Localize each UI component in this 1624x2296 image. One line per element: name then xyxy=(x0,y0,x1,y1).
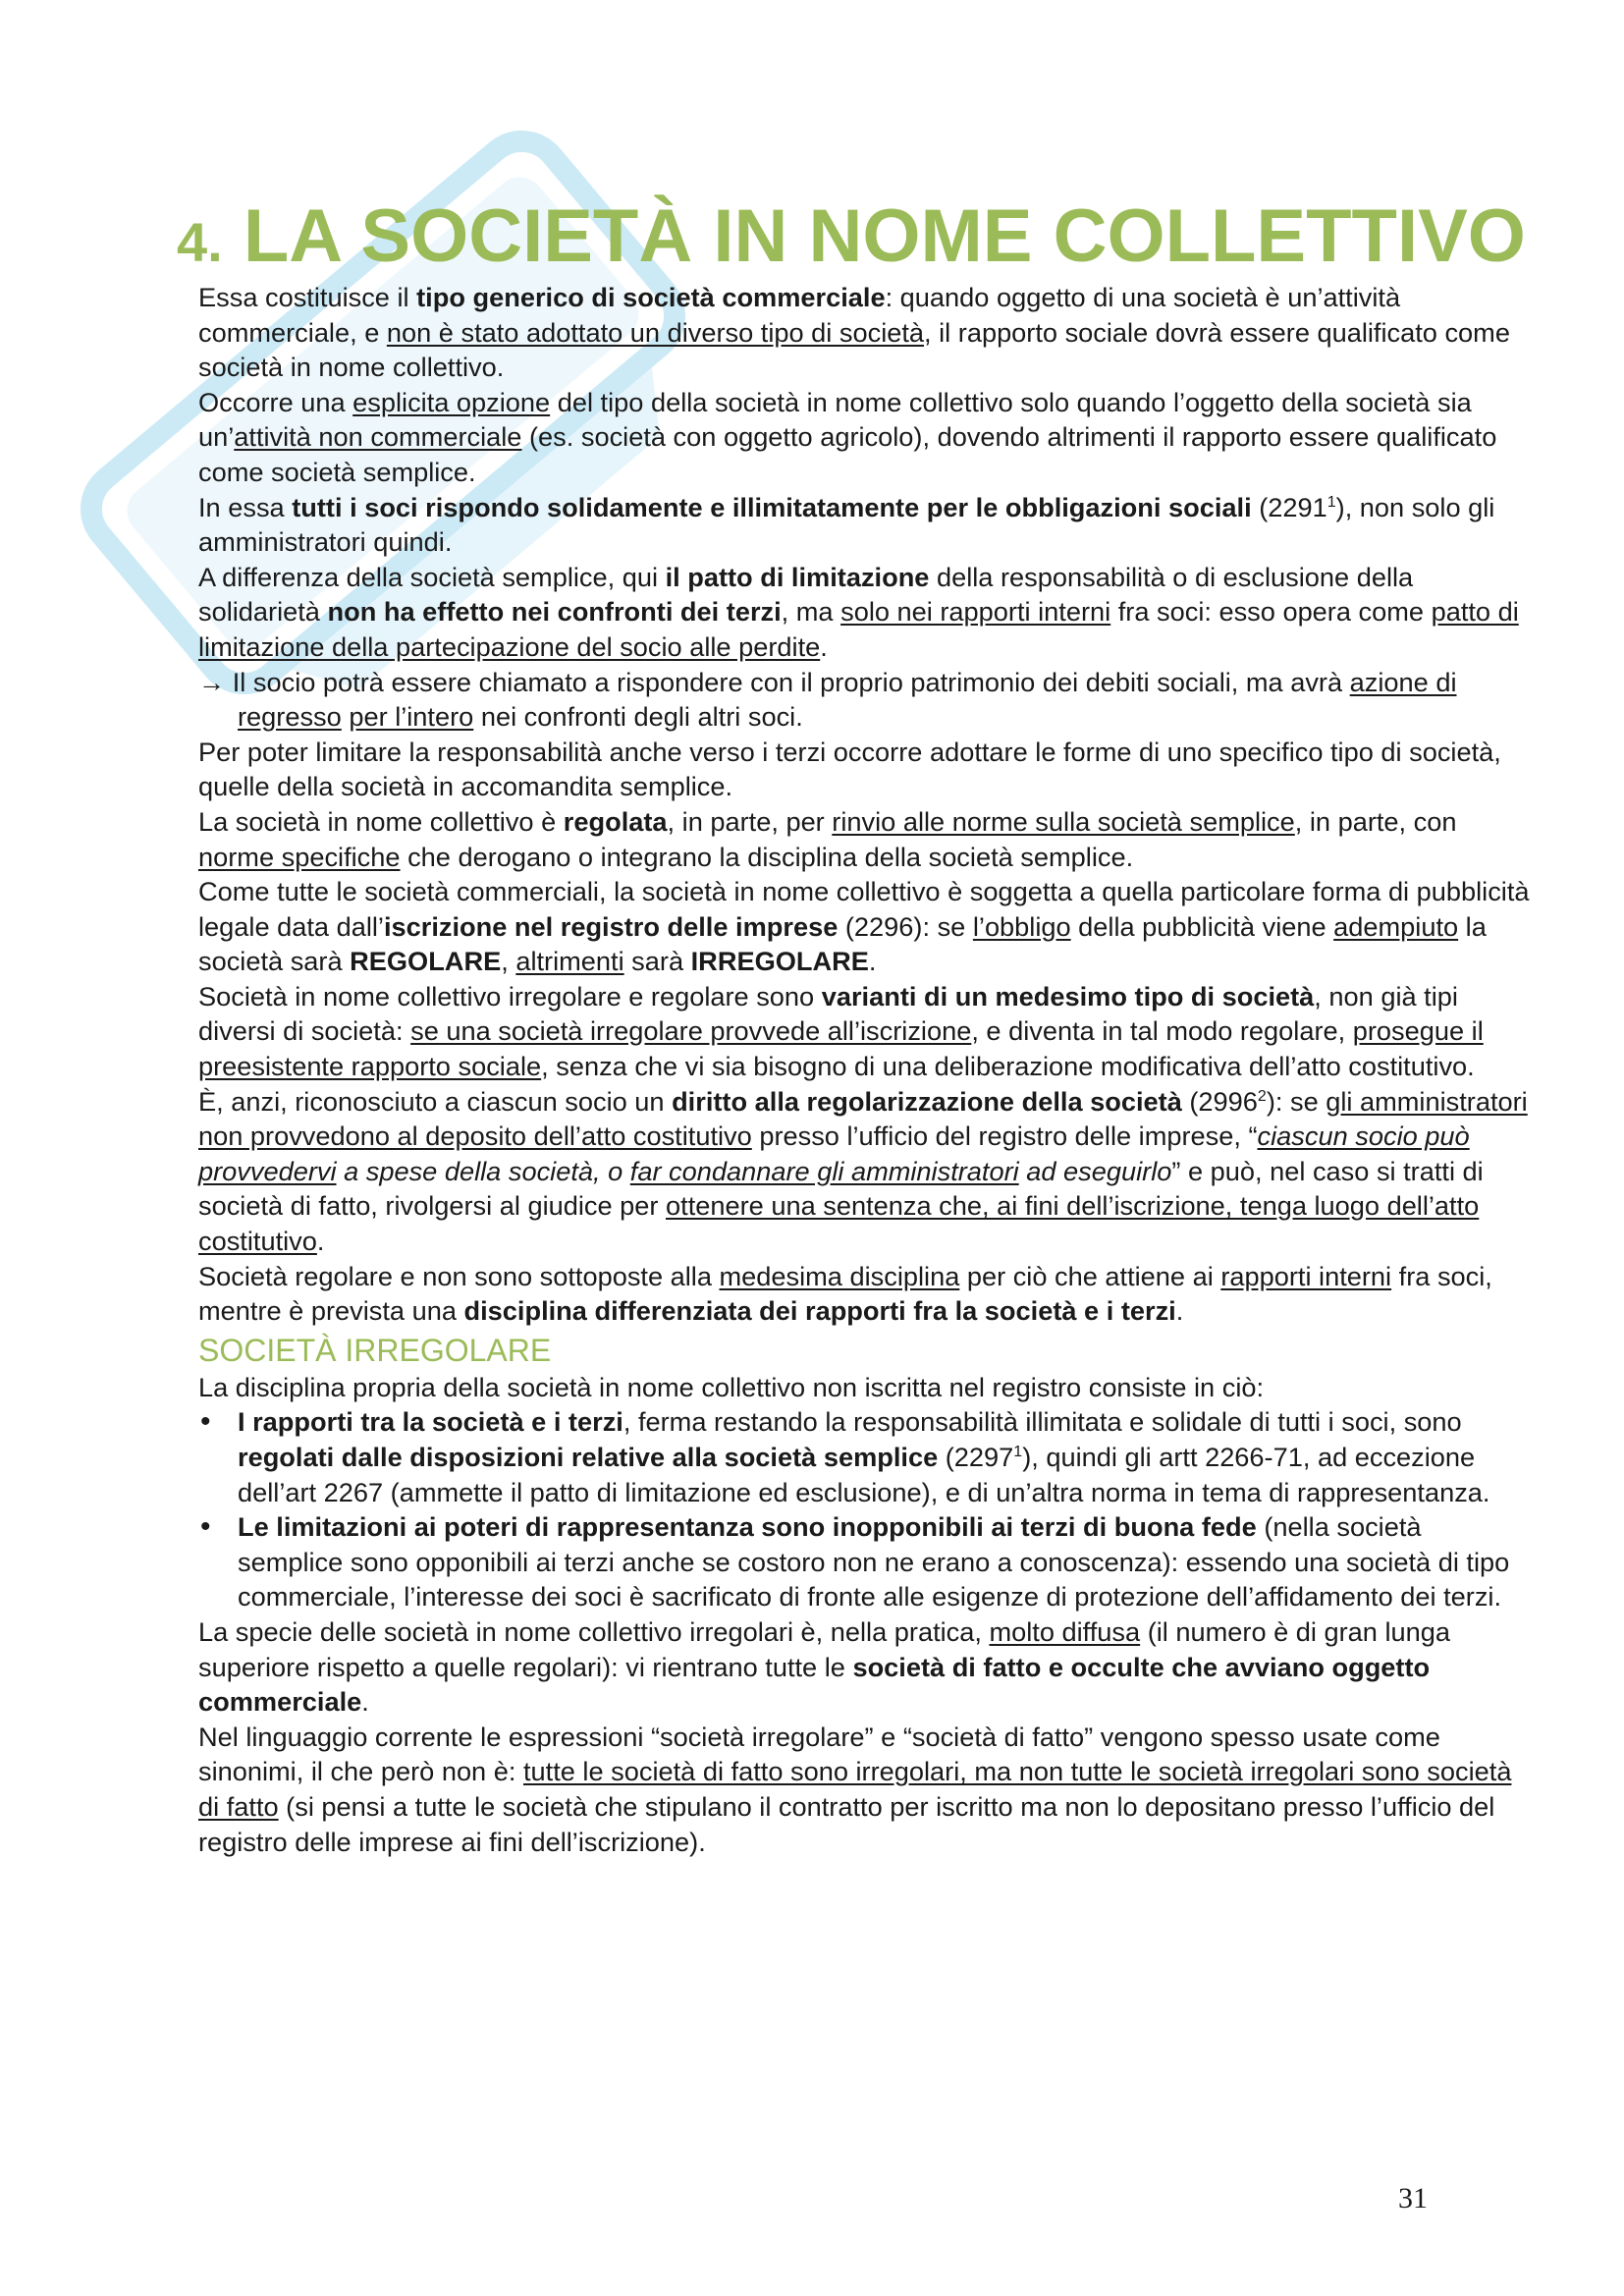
paragraph xyxy=(198,735,1534,804)
text-run: società di fatto e occulte che avviano oggetto commerciale xyxy=(198,1651,1431,1718)
text-run: non ha effetto nei confronti dei terzi xyxy=(327,596,782,628)
paragraph xyxy=(198,385,1534,490)
text-run: , in parte, per xyxy=(667,805,833,837)
text-run: ), quindi gli artt 2266-71, ad eccezione dell’art 2267 (ammette il patto di limitazione ed esclusione), e di un’altra norma in tema di rappresentanza. xyxy=(238,1442,1490,1507)
paragraph xyxy=(198,979,1534,1084)
text-run: : quando oggetto di una società è un’attività commerciale, e xyxy=(198,282,1401,348)
text-run: , ferma restando la responsabilità illimitata e solidale di tutti i soci, sono xyxy=(623,1406,1462,1438)
text-run: gli amministratori non provvedono al deposito dell’atto costitutivo xyxy=(198,1085,1528,1152)
page-title xyxy=(177,192,1526,287)
text-run: , non già tipi diversi di società: xyxy=(198,980,1458,1047)
paragraph xyxy=(198,1720,1534,1859)
text-run: , il rapporto sociale dovrà essere qualificato come società in nome collettivo. xyxy=(198,316,1510,383)
text-run: Essa costituisce il xyxy=(198,282,417,312)
text-run: IRREGOLARE xyxy=(690,946,869,977)
text-run: norme specifiche xyxy=(198,841,401,872)
paragraph xyxy=(198,1259,1534,1329)
text-run: iscrizione nel registro delle imprese xyxy=(383,910,839,942)
text-run: . xyxy=(1175,1295,1184,1327)
text-run: fra soci: esso opera come xyxy=(1110,596,1432,628)
text-run: presso l’ufficio del registro delle imprese, “ xyxy=(751,1121,1258,1152)
text-run: per l’intero xyxy=(349,701,474,733)
text-run: . xyxy=(868,946,877,977)
text-run: Nel linguaggio corrente le espressioni “società irregolare” e “società di fatto” vengono spesso usate come sinonimi, il che però non è: xyxy=(198,1721,1440,1787)
section-bullet-list xyxy=(198,1404,1534,1614)
text-run: , senza che vi sia bisogno di una deliberazione modificativa dell’atto costitutivo. xyxy=(541,1051,1475,1082)
text-run: , ma xyxy=(781,596,841,628)
text-run: La disciplina propria della società in nome collettivo non iscritta nel registro consiste in ciò: xyxy=(198,1371,1265,1402)
text-run: Come tutte le società commerciali, la società in nome collettivo è soggetta a quella particolare forma di pubblicità legale data dall’ xyxy=(198,876,1530,942)
text-run: regolati dalle disposizioni relative alla società semplice xyxy=(238,1442,939,1472)
text-run: nei confronti degli altri soci. xyxy=(473,701,803,733)
text-run: prosegue il preesistente rapporto sociale xyxy=(198,1015,1484,1082)
text-run: (il numero è di gran lunga superiore rispetto a quelle regolari): vi rientrano tutte le xyxy=(198,1615,1450,1682)
text-run: tutte le società di fatto sono irregolari, ma non tutte le società irregolari sono società di fatto xyxy=(198,1756,1512,1822)
text-run: , e diventa in tal modo regolare, xyxy=(971,1015,1353,1047)
text-run: medesima disciplina xyxy=(719,1260,960,1291)
text-run: In essa xyxy=(198,491,293,522)
text-run: ” e può, nel caso si tratti di società di fatto, rivolgersi al giudice per xyxy=(198,1155,1484,1222)
text-run: Società in nome collettivo irregolare e regolare sono xyxy=(198,980,822,1011)
text-run: patto di limitazione della partecipazione del socio alle perdite xyxy=(198,596,1519,662)
text-run: , xyxy=(501,946,516,977)
arrow-right-icon: → xyxy=(198,666,233,697)
text-run: solo nei rapporti interni xyxy=(840,596,1111,628)
paragraph xyxy=(198,874,1534,979)
text-run: il patto di limitazione xyxy=(665,561,930,592)
text-run: della responsabilità o di esclusione della solidarietà xyxy=(198,561,1414,628)
text-run: . xyxy=(316,1226,325,1257)
text-run: molto diffusa xyxy=(989,1615,1141,1647)
text-run: Il socio potrà essere chiamato a rispondere con il proprio patrimonio dei debiti sociali, ma avrà xyxy=(232,666,1350,697)
text-run: rapporti interni xyxy=(1220,1260,1392,1291)
text-run: attività non commerciale xyxy=(234,421,522,453)
text-run: del tipo della società in nome collettivo solo quando l’oggetto della società sia un’ xyxy=(198,386,1472,453)
text-run: Società regolare e non sono sottoposte alla xyxy=(198,1260,720,1291)
text-run: Occorre una xyxy=(198,386,353,417)
text-run: disciplina differenziata dei rapporti fra la società e i terzi xyxy=(463,1295,1176,1327)
text-run: ), non solo gli amministratori quindi. xyxy=(198,491,1495,558)
bullet-item xyxy=(238,1404,1534,1509)
footnote-ref: 1 xyxy=(1326,493,1336,511)
text-run: tipo generico di società commerciale xyxy=(416,282,886,312)
text-run: far condannare gli amministratori xyxy=(629,1155,1019,1186)
text-run: della pubblicità viene xyxy=(1070,910,1334,942)
text-run: La specie delle società in nome collettivo irregolari è, nella pratica, xyxy=(198,1615,990,1647)
title-number: 4. xyxy=(177,211,223,273)
text-run: Le limitazioni ai poteri di rappresentanza sono inopponibili ai terzi di buona fede xyxy=(238,1511,1257,1543)
text-run: (es. società con oggetto agricolo), dovendo altrimenti il rapporto essere qualificato come società semplice. xyxy=(198,421,1497,487)
text-run: A differenza della società semplice, qui xyxy=(198,561,666,592)
text-run: l’obbligo xyxy=(972,910,1071,942)
section-intro xyxy=(198,1370,1534,1405)
text-run: La società in nome collettivo è xyxy=(198,805,564,837)
text-run: I rapporti tra la società e i terzi xyxy=(238,1406,623,1438)
text-run: (2291 xyxy=(1251,491,1327,522)
text-run: tutti i soci rispondo solidamente e illimitatamente per le obbligazioni sociali xyxy=(292,491,1252,522)
title-text: LA SOCIETÀ IN NOME COLLETTIVO xyxy=(243,194,1526,278)
text-run: (2297 xyxy=(938,1442,1014,1472)
text-run: azione di regresso xyxy=(238,666,1457,733)
text-run: (2296): se xyxy=(838,910,973,942)
paragraph xyxy=(198,1084,1534,1259)
text-run: sarà xyxy=(623,946,691,977)
text-run: (nella società semplice sono opponibili ai terzi anche se costoro non ne erano a conoscenza): essendo una società di tipo commerciale, l’interesse dei soci è sacrificato di fronte alle esigenze di protezione dell’affidamento dei terzi. xyxy=(238,1511,1510,1613)
text-run: per ciò che attiene ai xyxy=(959,1260,1221,1291)
main-content xyxy=(198,280,1534,1859)
text-run: a spese della società, o xyxy=(336,1155,630,1186)
bullet-item xyxy=(238,1509,1534,1614)
page-number: 31 xyxy=(1398,2182,1428,2214)
text-run: esplicita opzione xyxy=(352,386,551,417)
text-run: REGOLARE xyxy=(350,946,502,977)
text-run: che derogano o integrano la disciplina della società semplice. xyxy=(400,841,1134,872)
text-run: fra soci, mentre è prevista una xyxy=(198,1260,1492,1327)
text-run: ): se xyxy=(1266,1085,1326,1117)
section-closing-paragraphs xyxy=(198,1614,1534,1859)
section-heading: SOCIETÀ IRREGOLARE xyxy=(198,1332,552,1368)
text-run: rinvio alle norme sulla società semplice xyxy=(832,805,1295,837)
text-run: È, anzi, riconosciuto a ciascun socio un xyxy=(198,1085,673,1117)
text-run: Per poter limitare la responsabilità anche verso i terzi occorre adottare le forme di uno specifico tipo di società, quelle della società in accomandita semplice. xyxy=(198,736,1501,802)
text-run: (2996 xyxy=(1181,1085,1258,1117)
paragraph xyxy=(198,1370,1534,1405)
paragraph xyxy=(198,560,1534,665)
paragraph xyxy=(198,490,1534,560)
text-run: ottenere una sentenza che, ai fini dell’iscrizione, tenga luogo dell’atto costitutivo xyxy=(198,1190,1480,1257)
text-run: , in parte, con xyxy=(1294,805,1457,837)
text-run: altrimenti xyxy=(515,946,624,977)
text-run: . xyxy=(361,1686,369,1718)
text-run: ciascun socio può provvedervi xyxy=(198,1121,1470,1186)
paragraph xyxy=(198,1614,1534,1720)
text-run: varianti di un medesimo tipo di società xyxy=(821,980,1315,1011)
paragraph xyxy=(198,804,1534,874)
arrow-paragraph xyxy=(198,665,1534,735)
text-run: la società sarà xyxy=(198,910,1487,977)
footnote-ref: 1 xyxy=(1013,1443,1023,1460)
text-run: (si pensi a tutte le società che stipulano il contratto per iscritto ma non lo depositano presso l’ufficio del registro delle imprese ai fini dell’iscrizione). xyxy=(198,1790,1495,1857)
paragraph xyxy=(198,280,1534,385)
text-run: adempiuto xyxy=(1333,910,1459,942)
text-run: . xyxy=(820,630,828,662)
text-run: diritto alla regolarizzazione della società xyxy=(672,1085,1182,1117)
footnote-ref: 2 xyxy=(1257,1087,1267,1105)
body-paragraphs xyxy=(198,280,1534,1329)
text-run: ad eseguirlo xyxy=(1018,1155,1172,1186)
text-run: non è stato adottato un diverso tipo di società xyxy=(386,316,925,348)
text-run: se una società irregolare provvede all’iscrizione xyxy=(410,1015,972,1047)
text-run: regolata xyxy=(563,805,668,837)
